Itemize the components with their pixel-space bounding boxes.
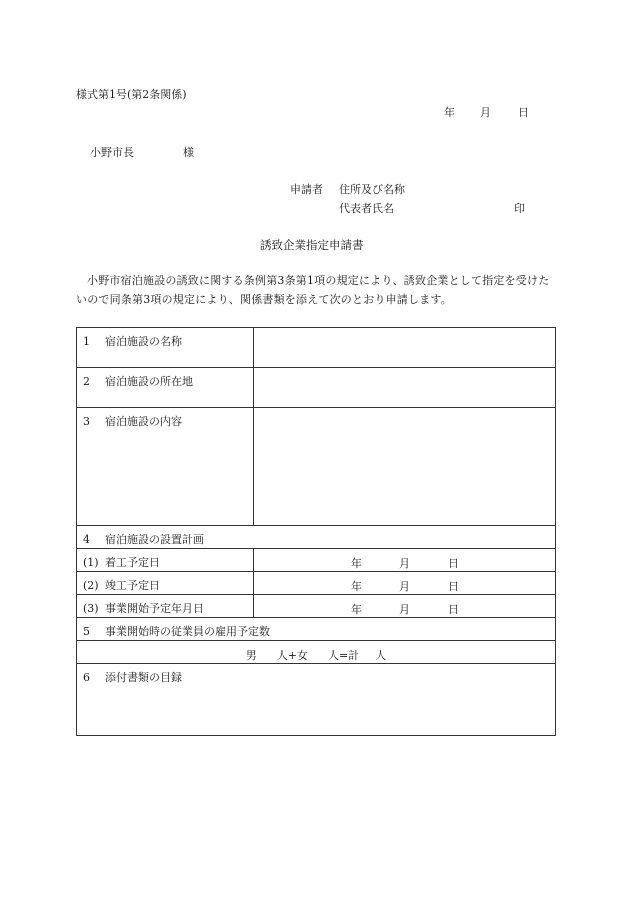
addressee: 小野市長 (90, 146, 134, 159)
applicant-representative-label: 代表者氏名 (339, 202, 394, 215)
row-completion-date (77, 571, 555, 594)
row-installation-plan (77, 525, 555, 548)
row-facility-location (77, 367, 555, 407)
row-label: 1 宿泊施設の名称 (77, 328, 254, 367)
completion-date-field[interactable]: 年 月 日 (351, 580, 459, 593)
row-label: (1) 着工予定日 (77, 549, 254, 571)
row-facility-name (77, 328, 555, 367)
row-label: 6 添付書類の目録 (83, 671, 182, 684)
male-label: 男 (245, 649, 257, 662)
row-label: 2 宿泊施設の所在地 (77, 368, 254, 407)
employee-count-field[interactable] (77, 641, 555, 663)
row-attachments (77, 663, 555, 735)
date-line (444, 104, 529, 120)
addressee-suffix: 様 (183, 146, 194, 159)
row-employee-counts (77, 640, 555, 663)
body-text: 小野市宿泊施設の誘致に関する条例第3条第1項の規定により、誘致企業として指定を受けたいので同条第3項の規定により、関係書類を添えて次のとおり申請します。 (76, 274, 550, 306)
facility-content-field[interactable] (254, 408, 555, 525)
applicant-address-label: 住所及び名称 (339, 183, 405, 196)
unit-label: 人 (375, 649, 387, 662)
row-business-start-date (77, 594, 555, 617)
row-label: 3 宿泊施設の内容 (77, 408, 254, 525)
date-month: 月 (480, 106, 491, 119)
form-number: 様式第1号(第2条関係) (76, 88, 187, 101)
seal-mark: 印 (514, 202, 525, 215)
female-label: 人+女 (276, 649, 308, 662)
row-label: 4 宿泊施設の設置計画 (83, 533, 204, 546)
business-start-date-field[interactable]: 年 月 日 (351, 603, 459, 616)
applicant-label: 申請者 (290, 183, 323, 196)
row-employee-plan (77, 617, 555, 640)
application-table (76, 327, 556, 736)
construction-start-date-field[interactable]: 年 月 日 (351, 557, 459, 570)
total-label: 人=計 (328, 649, 360, 662)
date-year: 年 (444, 106, 455, 119)
date-day: 日 (518, 106, 529, 119)
row-facility-content (77, 407, 555, 525)
row-label: (2) 竣工予定日 (77, 572, 254, 594)
row-construction-start (77, 548, 555, 571)
facility-name-field[interactable] (254, 328, 555, 367)
row-label: (3) 事業開始予定年月日 (77, 595, 254, 617)
document-title: 誘致企業指定申請書 (260, 238, 364, 252)
row-label: 5 事業開始時の従業員の雇用予定数 (83, 625, 270, 638)
attachments-field[interactable] (77, 686, 555, 735)
facility-location-field[interactable] (254, 368, 555, 407)
